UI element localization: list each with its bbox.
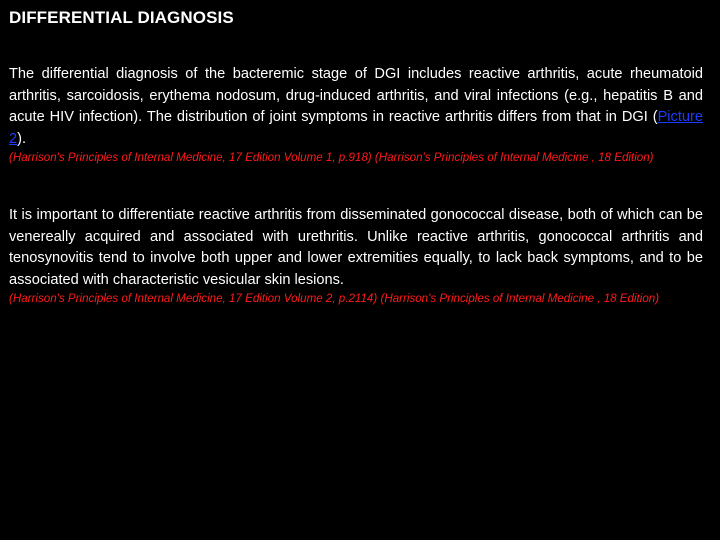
paragraph-block-2: [9, 205, 703, 307]
slide-title: DIFFERENTIAL DIAGNOSIS: [9, 8, 234, 27]
paragraph-1-text: The differential diagnosis of the bacteremic stage of DGI includes reactive arthritis, acute rheumatoid arthritis, sarcoidosis, erythema nodosum, drug-induced arthritis, and viral infections (e.g., hepatitis B and acute HIV infection). The distribution of joint symptoms in reactive arthritis differs from that in DGI (: [9, 66, 703, 126]
paragraph-1: [9, 64, 703, 150]
reference-2: (Harrison's Principles of Internal Medicine, 17 Edition Volume 2, p.2114) (Harrison's Principles of Internal Medicine , 18 Edition): [9, 292, 660, 306]
reference-1: (Harrison's Principles of Internal Medicine, 17 Edition Volume 1, p.918) (Harrison's Principles of Internal Medicine , 18 Edition): [9, 151, 654, 165]
paragraph-2: It is important to differentiate reactive arthritis from disseminated gonococcal disease, both of which can be venereally acquired and associated with urethritis. Unlike reactive arthritis, gonococcal arthritis and tenosynovitis tend to involve both upper and lower extremities equally, to lack back symptoms, and to be associated with characteristic vesicular skin lesions.: [9, 207, 703, 288]
paragraph-block-1: [9, 64, 703, 166]
picture-2-link[interactable]: Picture 2: [9, 109, 703, 147]
paragraph-1-text-end: ).: [17, 130, 27, 147]
